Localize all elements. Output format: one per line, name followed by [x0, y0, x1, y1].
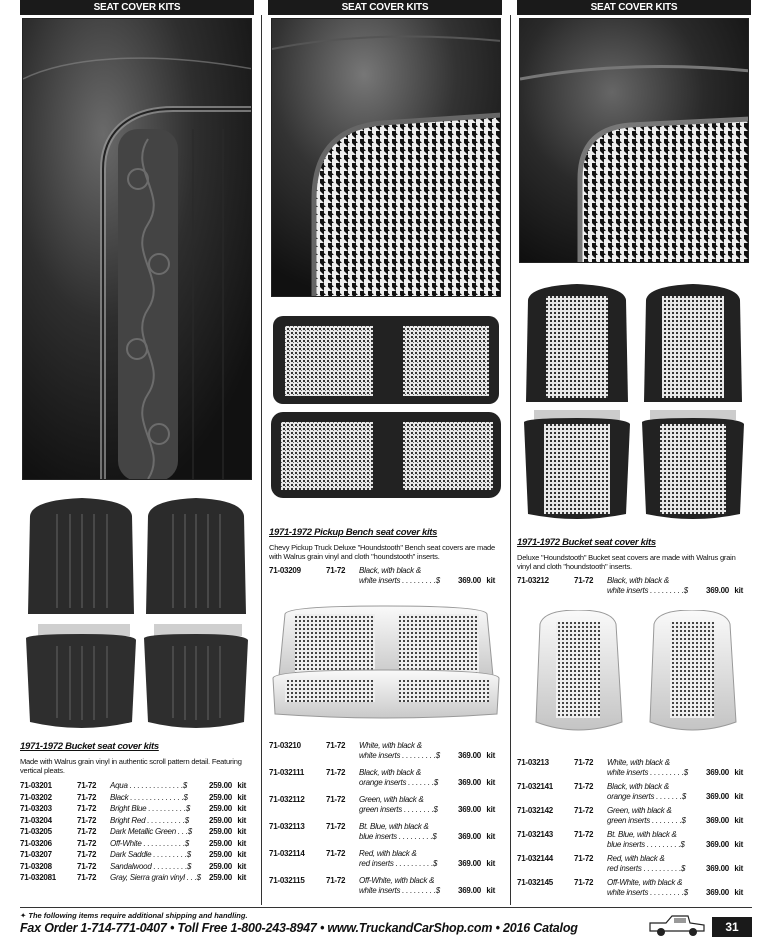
price-row	[20, 793, 252, 804]
item-desc-2: white inserts . . . . . . . . .$	[359, 885, 440, 895]
item-desc-2: white inserts . . . . . . . . .$	[607, 887, 688, 897]
houndstooth-closeup-photo	[271, 18, 501, 297]
item-desc: White, with black &	[359, 741, 422, 750]
year: 71-72	[326, 822, 346, 831]
item-desc-2: blue inserts . . . . . . . . .$	[607, 839, 685, 849]
price-row	[517, 782, 749, 802]
part-number: 71-03209	[269, 566, 301, 575]
year: 71-72	[574, 878, 594, 887]
contact-line: Fax Order 1-714-771-0407 • Toll Free 1-800-243-8947 • www.TruckandCarShop.com • 2016 Catalog	[20, 921, 578, 935]
unit: kit	[237, 827, 246, 836]
part-number: 71-03212	[517, 576, 549, 585]
bucket-seat-white-photo	[530, 610, 744, 738]
unit: kit	[237, 850, 246, 859]
year: 71-72	[574, 854, 594, 863]
unit: kit	[486, 885, 495, 895]
unit: kit	[486, 804, 495, 814]
year: 71-72	[77, 827, 97, 836]
price-row	[20, 839, 252, 850]
shipping-note: ✦ The following items require additional shipping and handling.	[20, 911, 248, 920]
item-desc-2: white inserts . . . . . . . . .$	[359, 750, 440, 760]
column-3	[517, 0, 751, 15]
part-number: 71-03208	[20, 861, 52, 871]
unit: kit	[486, 831, 495, 841]
year: 71-72	[574, 576, 594, 585]
unit: kit	[486, 575, 495, 585]
product-title: 1971-1972 Pickup Bench seat cover kits	[269, 527, 438, 538]
bench-seat-black-photo	[271, 312, 501, 502]
year: 71-72	[326, 741, 346, 750]
item-desc-2: blue inserts . . . . . . . . .$	[359, 831, 437, 841]
product-description: Chevy Pickup Truck Deluxe "Houndstooth" Bench seat covers are made with Walrus grain vinyl and cloth "houndstooth" inserts.	[269, 543, 495, 561]
price: 369.00	[458, 885, 481, 895]
unit: kit	[734, 767, 743, 777]
price: 259.00	[209, 792, 232, 802]
unit: kit	[734, 791, 743, 801]
part-number: 71-03201	[20, 781, 52, 790]
price: 369.00	[706, 767, 729, 777]
unit: kit	[237, 873, 246, 882]
price-row	[20, 850, 252, 861]
unit: kit	[237, 792, 246, 802]
item-desc: Dark Metallic Green . . .$	[110, 827, 192, 836]
price-row	[20, 873, 252, 884]
item-desc-2: green inserts . . . . . . . .$	[607, 815, 686, 825]
unit: kit	[486, 750, 495, 760]
unit: kit	[734, 863, 743, 873]
price: 369.00	[458, 750, 481, 760]
product-description: Made with Walrus grain vinyl in authentic scroll pattern detail. Featuring vertical pleats.	[20, 757, 242, 775]
scroll-pattern-photo	[22, 18, 252, 480]
price: 369.00	[458, 831, 481, 841]
column-1	[20, 0, 254, 15]
unit: kit	[237, 815, 246, 825]
year: 71-72	[77, 804, 97, 813]
price: 259.00	[209, 861, 232, 871]
price-row	[20, 862, 252, 873]
page-number: 31	[712, 917, 752, 937]
bucket-seat-houndstooth-photo	[522, 284, 748, 524]
year: 71-72	[326, 768, 346, 777]
price-row	[517, 576, 749, 596]
year: 71-72	[574, 758, 594, 767]
year: 71-72	[77, 873, 97, 882]
price: 259.00	[209, 804, 232, 813]
section-header: SEAT COVER KITS	[20, 0, 254, 15]
item-desc: Black, with black &	[607, 782, 669, 791]
item-desc: Off-White, with black &	[607, 878, 683, 887]
item-desc-2: red inserts . . . . . . . . . .$	[607, 863, 686, 873]
truck-logo-icon	[648, 913, 706, 939]
price-row	[269, 566, 501, 586]
item-desc-2: orange inserts . . . . . . .$	[359, 777, 439, 787]
price: 369.00	[706, 815, 729, 825]
price-row	[517, 830, 749, 850]
section-header: SEAT COVER KITS	[268, 0, 502, 15]
part-number: 71-03203	[20, 804, 52, 813]
price-row	[269, 768, 501, 788]
bucket-houndstooth-closeup-photo	[519, 18, 749, 263]
year: 71-72	[326, 876, 346, 885]
price-row	[269, 822, 501, 842]
part-number: 71-032142	[517, 806, 554, 815]
price: 369.00	[706, 791, 729, 801]
product-description: Deluxe "Houndstooth" Bucket seat covers are made with Walrus grain vinyl and cloth "houndstooth" inserts.	[517, 553, 736, 571]
column-divider	[510, 15, 511, 905]
price-row	[20, 816, 252, 827]
price: 259.00	[209, 827, 232, 836]
unit: kit	[734, 585, 743, 595]
item-desc: Green, with black &	[607, 806, 672, 815]
unit: kit	[486, 858, 495, 868]
item-desc: Bright Blue . . . . . . . . . .$	[110, 804, 191, 813]
item-desc-2: red inserts . . . . . . . . . .$	[359, 858, 438, 868]
year: 71-72	[574, 830, 594, 839]
year: 71-72	[326, 566, 346, 575]
price: 259.00	[209, 873, 232, 882]
price: 259.00	[209, 781, 232, 790]
item-desc: Black, with black &	[359, 768, 421, 777]
unit: kit	[486, 777, 495, 787]
year: 71-72	[326, 795, 346, 804]
part-number: 71-032115	[269, 876, 305, 885]
item-desc: Bright Red . . . . . . . . . .$	[110, 815, 189, 825]
price-row	[20, 804, 252, 815]
year: 71-72	[77, 861, 97, 871]
price: 369.00	[458, 777, 481, 787]
price: 369.00	[458, 858, 481, 868]
item-desc: Sandalwood . . . . . . . . .$	[110, 861, 192, 871]
price: 369.00	[706, 839, 729, 849]
bucket-seat-scroll-photo	[22, 496, 252, 736]
part-number: 71-03205	[20, 827, 52, 836]
part-number: 71-03213	[517, 758, 549, 767]
item-desc-2: green inserts . . . . . . . .$	[359, 804, 438, 814]
part-number: 71-03207	[20, 850, 52, 859]
column-divider	[261, 15, 262, 905]
item-desc: White, with black &	[607, 758, 670, 767]
price: 369.00	[458, 804, 481, 814]
unit: kit	[237, 838, 246, 848]
price-row	[269, 795, 501, 815]
part-number: 71-032141	[517, 782, 554, 791]
item-desc: Bt. Blue, with black &	[607, 830, 677, 839]
year: 71-72	[574, 782, 594, 791]
year: 71-72	[77, 815, 97, 825]
price: 259.00	[209, 838, 232, 848]
price-row	[269, 876, 501, 896]
year: 71-72	[77, 850, 97, 859]
item-desc: Black, with black &	[607, 576, 669, 585]
year: 71-72	[574, 806, 594, 815]
item-desc-2: white inserts . . . . . . . . .$	[607, 585, 688, 595]
item-desc: Black, with black &	[359, 566, 421, 575]
bench-seat-white-photo	[271, 604, 501, 722]
price: 259.00	[209, 850, 232, 859]
item-desc: Red, with black &	[607, 854, 665, 863]
price: 369.00	[458, 575, 481, 585]
price-row	[269, 849, 501, 869]
item-desc: Dark Saddle . . . . . . . . .$	[110, 850, 191, 859]
unit: kit	[237, 781, 246, 790]
item-desc: Aqua . . . . . . . . . . . . . .$	[110, 781, 188, 790]
item-desc: Green, with black &	[359, 795, 424, 804]
part-number: 71-032145	[517, 878, 554, 887]
item-desc: Red, with black &	[359, 849, 417, 858]
part-number: 71-03210	[269, 741, 301, 750]
column-2	[268, 0, 502, 15]
product-title: 1971-1972 Bucket seat cover kits	[517, 537, 656, 548]
year: 71-72	[77, 838, 97, 848]
item-desc: Off-White . . . . . . . . . . .$	[110, 838, 190, 848]
section-header: SEAT COVER KITS	[517, 0, 751, 15]
unit: kit	[734, 815, 743, 825]
part-number: 71-03202	[20, 792, 52, 802]
part-number: 71-03204	[20, 815, 52, 825]
product-title: 1971-1972 Bucket seat cover kits	[20, 741, 159, 752]
price-row	[517, 758, 749, 778]
unit: kit	[734, 839, 743, 849]
year: 71-72	[77, 792, 97, 802]
part-number: 71-032114	[269, 849, 305, 858]
part-number: 71-032143	[517, 830, 554, 839]
item-desc: Black . . . . . . . . . . . . . .$	[110, 792, 188, 802]
unit: kit	[237, 804, 246, 813]
price: 369.00	[706, 863, 729, 873]
part-number: 71-032112	[269, 795, 305, 804]
unit: kit	[237, 861, 246, 871]
price: 259.00	[209, 815, 232, 825]
price-row	[269, 741, 501, 761]
item-desc-2: white inserts . . . . . . . . .$	[359, 575, 440, 585]
part-number: 71-032113	[269, 822, 305, 831]
price-row	[20, 827, 252, 838]
year: 71-72	[326, 849, 346, 858]
part-number: 71-032081	[20, 873, 57, 882]
unit: kit	[734, 887, 743, 897]
item-desc: Gray, Sierra grain vinyl . . .$	[110, 873, 201, 882]
year: 71-72	[77, 781, 97, 790]
price-row	[517, 854, 749, 874]
item-desc: Off-White, with black &	[359, 876, 435, 885]
footer-rule	[20, 907, 752, 908]
price: 369.00	[706, 585, 729, 595]
price-row	[20, 781, 252, 792]
price-row	[517, 878, 749, 898]
part-number: 71-032111	[269, 768, 305, 777]
item-desc-2: orange inserts . . . . . . .$	[607, 791, 687, 801]
price-row	[517, 806, 749, 826]
part-number: 71-03206	[20, 838, 52, 848]
item-desc-2: white inserts . . . . . . . . .$	[607, 767, 688, 777]
part-number: 71-032144	[517, 854, 554, 863]
price: 369.00	[706, 887, 729, 897]
item-desc: Bt. Blue, with black &	[359, 822, 429, 831]
